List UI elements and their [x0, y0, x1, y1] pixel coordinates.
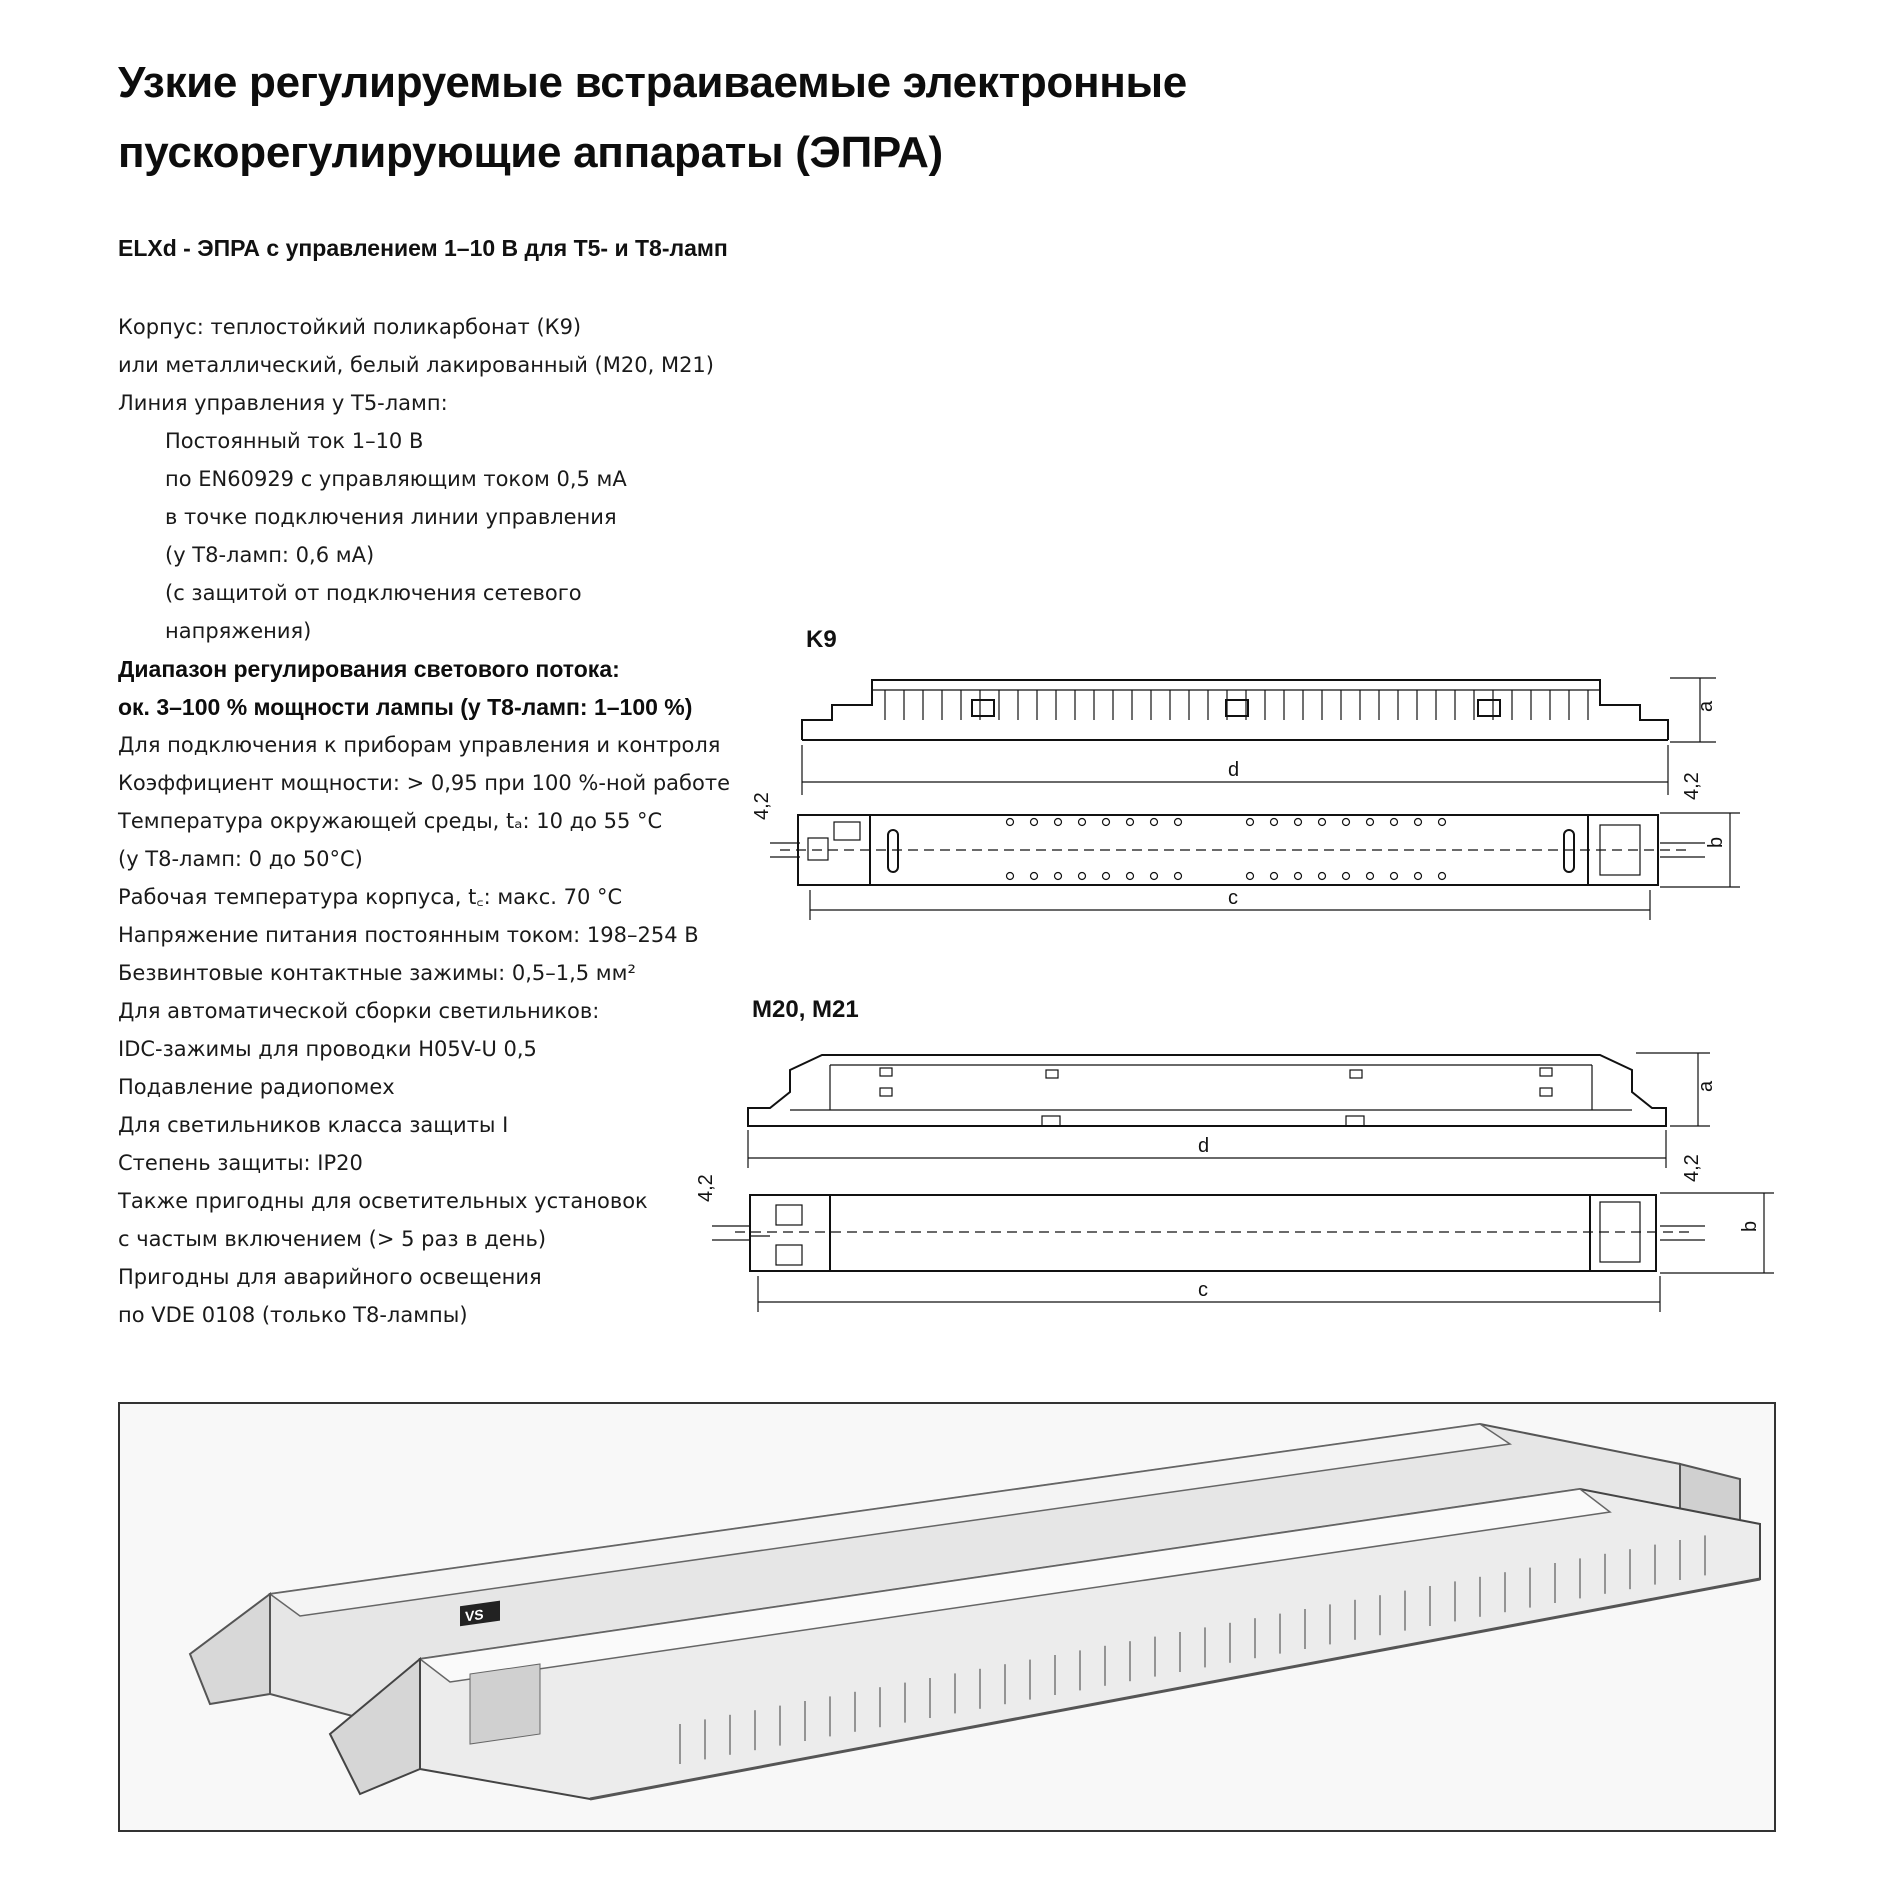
spec-line: Линия управления у Т5-ламп:	[118, 391, 448, 415]
spec-line: (у Т8-ламп: 0 до 50°С)	[118, 847, 363, 871]
title-line-1: Узкие регулируемые встраиваемые электронные	[118, 58, 1187, 107]
spec-line: IDC-зажимы для проводки H05V-U 0,5	[118, 1037, 537, 1061]
spec-line: или металлический, белый лакированный (М20, М21)	[118, 353, 714, 377]
m20-dim-b: b	[1739, 1220, 1761, 1232]
spec-line: Пригодны для аварийного освещения	[118, 1265, 542, 1289]
spec-line: с частым включением (> 5 раз в день)	[118, 1227, 547, 1251]
spec-line: Для светильников класса защиты I	[118, 1113, 509, 1137]
spec-line: Также пригодны для осветительных установок	[118, 1189, 648, 1213]
spec-line: Корпус: теплостойкий поликарбонат (К9)	[118, 315, 582, 339]
spec-line: (у Т8-ламп: 0,6 мА)	[165, 543, 375, 567]
m20-side-view	[748, 1053, 1717, 1168]
spec-line: Для подключения к приборам управления и контроля	[118, 733, 721, 757]
k9-dim-a: a	[1695, 700, 1717, 712]
spec-line: Подавление радиопомех	[118, 1075, 395, 1099]
spec-line: Постоянный ток 1–10 В	[165, 429, 424, 453]
m20-dim-right: 4,2	[1681, 1154, 1703, 1182]
spec-line: Рабочая температура корпуса, t꜀: макс. 70 °С	[118, 885, 623, 909]
k9-dim-right: 4,2	[1681, 772, 1703, 800]
product-photo-frame	[118, 1402, 1776, 1832]
spec-line: по VDE 0108 (только Т8-лампы)	[118, 1303, 468, 1327]
spec-line-bold: ок. 3–100 % мощности лампы (у Т8-ламп: 1–100 %)	[118, 694, 693, 720]
product-photo	[120, 1404, 1774, 1830]
brand-mark: VS	[465, 1605, 484, 1625]
spec-line-bold: Диапазон регулирования светового потока:	[118, 656, 620, 682]
m20-dim-a: a	[1695, 1080, 1717, 1092]
m20-body-outline	[748, 1055, 1666, 1126]
spec-line: Для автоматической сборки светильников:	[118, 999, 600, 1023]
spec-line: Безвинтовые контактные зажимы: 0,5–1,5 мм²	[118, 961, 636, 985]
m20-dim-d: d	[1198, 1135, 1210, 1157]
spec-line: Напряжение питания постоянным током: 198–254 В	[118, 923, 699, 947]
k9-dim-left: 4,2	[751, 792, 773, 820]
spec-line: (с защитой от подключения сетевого	[165, 581, 582, 605]
m20-dim-left: 4,2	[695, 1174, 717, 1202]
spec-line: по EN60929 с управляющим током 0,5 мА	[165, 467, 627, 491]
spec-line: Степень защиты: IP20	[118, 1151, 363, 1175]
k9-dim-b: b	[1705, 836, 1727, 848]
k9-dim-d: d	[1228, 759, 1240, 781]
spec-line: Температура окружающей среды, tₐ: 10 до 55 °С	[118, 809, 663, 833]
spec-line: напряжения)	[165, 619, 312, 643]
m20-top-view	[695, 1154, 1774, 1312]
m20-dim-c: c	[1198, 1279, 1208, 1301]
diagram-label-m20: M20, M21	[752, 996, 859, 1023]
spec-line: Коэффициент мощности: > 0,95 при 100 %-ной работе	[118, 771, 730, 795]
k9-dim-c: c	[1228, 887, 1238, 909]
m20-top-body	[750, 1195, 1656, 1271]
spec-line: в точке подключения линии управления	[165, 505, 617, 529]
diagram-label-k9: K9	[806, 626, 837, 653]
title-line-2: пускорегулирующие аппараты (ЭПРА)	[118, 128, 943, 177]
section-subtitle: ELXd - ЭПРА с управлением 1–10 В для Т5- и Т8-ламп	[118, 235, 728, 261]
